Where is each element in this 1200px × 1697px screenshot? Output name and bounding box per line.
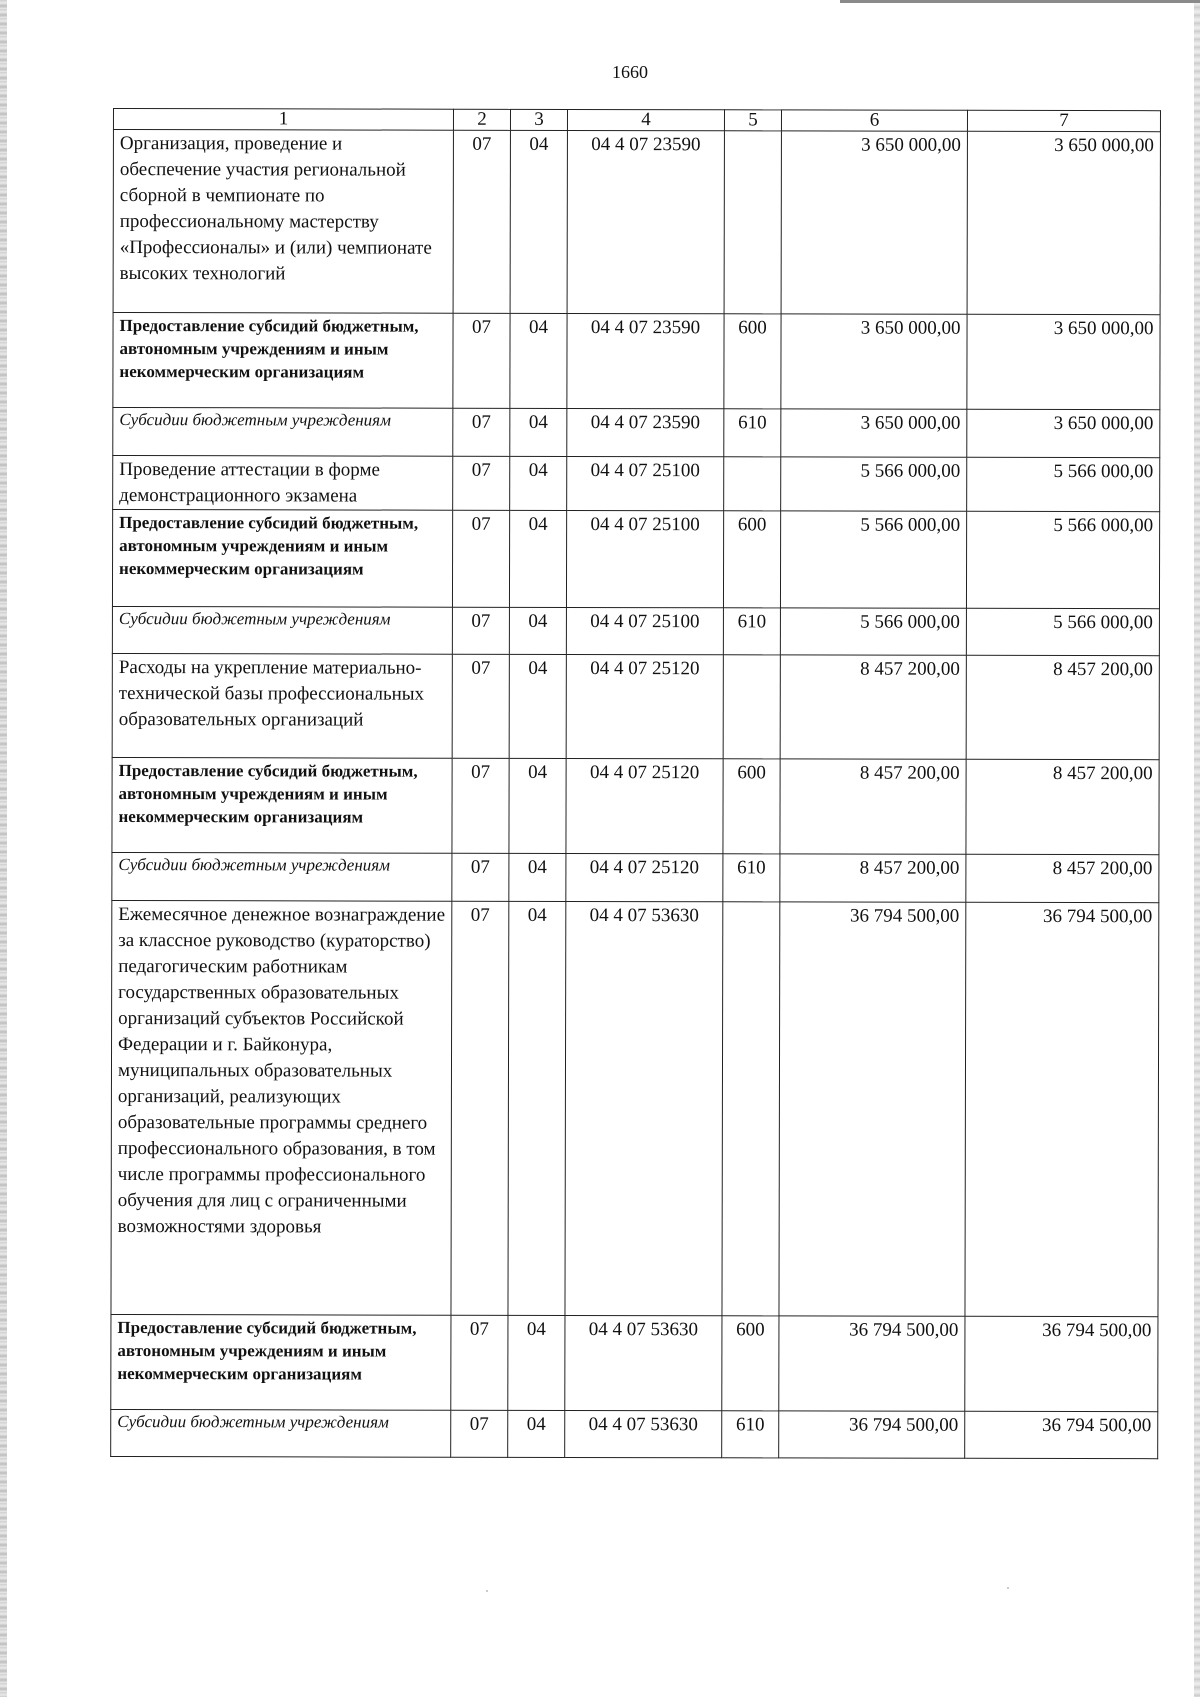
row-target-article: 04 4 07 25120 xyxy=(566,758,723,853)
row-amount-6: 3 650 000,00 xyxy=(781,314,967,409)
row-expense-type: 610 xyxy=(722,1411,779,1458)
row-amount-7: 8 457 200,00 xyxy=(966,854,1159,902)
row-amount-7: 5 566 000,00 xyxy=(966,608,1159,655)
row-section: 07 xyxy=(452,510,509,607)
col-header-1: 1 xyxy=(113,109,453,131)
row-amount-6: 8 457 200,00 xyxy=(780,759,966,854)
row-amount-7: 3 650 000,00 xyxy=(967,314,1160,409)
row-amount-6: 3 650 000,00 xyxy=(781,131,967,314)
table-row xyxy=(112,606,1159,655)
row-target-article: 04 4 07 25100 xyxy=(566,510,723,607)
row-section: 07 xyxy=(453,130,510,313)
col-header-3: 3 xyxy=(510,109,567,130)
row-amount-6: 8 457 200,00 xyxy=(780,854,966,902)
row-subsection: 04 xyxy=(509,758,566,853)
col-header-7: 7 xyxy=(967,110,1160,131)
col-header-6: 6 xyxy=(781,110,967,131)
table-row xyxy=(113,313,1160,410)
row-amount-6: 8 457 200,00 xyxy=(780,655,966,759)
row-target-article: 04 4 07 23590 xyxy=(567,313,724,408)
row-expense-type: 600 xyxy=(722,1316,779,1411)
row-expense-type: 600 xyxy=(723,511,780,608)
row-target-article: 04 4 07 23590 xyxy=(567,130,724,313)
row-target-article: 04 4 07 25120 xyxy=(566,853,723,901)
row-subsection: 04 xyxy=(510,313,567,408)
row-target-article: 04 4 07 25100 xyxy=(566,607,723,654)
row-amount-6: 36 794 500,00 xyxy=(779,1316,965,1411)
table-row xyxy=(112,653,1159,759)
row-subsection: 04 xyxy=(510,408,567,456)
row-expense-type: 610 xyxy=(723,854,780,902)
row-amount-7: 5 566 000,00 xyxy=(967,457,1160,511)
row-amount-6: 5 566 000,00 xyxy=(780,608,966,655)
scan-edge-top xyxy=(840,0,1200,3)
row-amount-6: 5 566 000,00 xyxy=(781,457,967,511)
row-amount-7: 8 457 200,00 xyxy=(966,655,1159,759)
row-target-article: 04 4 07 53630 xyxy=(565,1410,722,1457)
row-subsection: 04 xyxy=(508,901,566,1315)
row-section: 07 xyxy=(452,607,509,654)
row-name: Субсидии бюджетным учреждениям xyxy=(112,852,452,901)
col-header-5: 5 xyxy=(724,110,781,131)
col-header-4: 4 xyxy=(567,109,724,130)
row-name: Предоставление субсидий бюджетным, автономным учреждениям и иным некоммерческим организациям xyxy=(111,1314,451,1410)
row-subsection: 04 xyxy=(509,853,566,901)
row-amount-6: 5 566 000,00 xyxy=(780,511,966,608)
budget-table xyxy=(110,108,1161,1459)
row-amount-7: 36 794 500,00 xyxy=(965,1316,1158,1411)
scan-speck xyxy=(486,1590,488,1592)
table-row xyxy=(112,510,1159,609)
page-number: 1660 xyxy=(612,62,648,82)
row-target-article: 04 4 07 25120 xyxy=(566,654,723,758)
row-name: Субсидии бюджетным учреждениям xyxy=(113,408,453,457)
row-name: Предоставление субсидий бюджетным, автономным учреждениям и иным некоммерческим организациям xyxy=(112,510,452,608)
row-subsection: 04 xyxy=(509,654,566,758)
row-name: Организация, проведение и обеспечение участия региональной сборной в чемпионате по профессиональному мастерству «Профессионалы» и (или) чемпионате высоких технологий xyxy=(113,130,453,314)
row-name: Субсидии бюджетным учреждениям xyxy=(111,1409,451,1457)
table-row xyxy=(112,757,1159,854)
row-amount-7: 8 457 200,00 xyxy=(966,759,1159,854)
row-section: 07 xyxy=(452,853,509,901)
row-expense-type xyxy=(723,655,780,759)
table-row xyxy=(113,456,1160,512)
row-expense-type: 600 xyxy=(723,759,780,854)
row-amount-7: 3 650 000,00 xyxy=(967,409,1160,457)
row-target-article: 04 4 07 25100 xyxy=(567,456,724,510)
row-subsection: 04 xyxy=(508,1410,565,1457)
col-header-2: 2 xyxy=(453,109,510,130)
row-section: 07 xyxy=(453,313,510,408)
row-section: 07 xyxy=(453,408,510,456)
table-row xyxy=(111,1409,1158,1458)
row-section: 07 xyxy=(452,654,509,758)
row-section: 07 xyxy=(451,1315,508,1410)
row-target-article: 04 4 07 53630 xyxy=(565,1315,722,1410)
table-row xyxy=(112,852,1159,902)
row-name: Предоставление субсидий бюджетным, автономным учреждениям и иным некоммерческим организациям xyxy=(112,757,452,853)
row-name: Субсидии бюджетным учреждениям xyxy=(112,606,452,654)
row-expense-type: 600 xyxy=(724,314,781,409)
scan-edge-left xyxy=(0,0,7,1697)
row-subsection: 04 xyxy=(508,1315,565,1410)
row-amount-7: 5 566 000,00 xyxy=(966,511,1159,608)
table-row xyxy=(111,900,1159,1316)
row-amount-7: 36 794 500,00 xyxy=(965,1411,1158,1458)
row-name: Ежемесячное денежное вознаграждение за классное руководство (кураторство) педагогическим работникам государственных образовательных организаций субъектов Российской Федерации и г. Байконура, муниципальных образовательных организаций, реализующих образовательные программы среднего профессионального образования, в том числе программы профессионального обучения для лиц с ограниченными возможностями здоровья xyxy=(111,900,452,1315)
row-amount-7: 36 794 500,00 xyxy=(965,902,1159,1316)
row-amount-6: 36 794 500,00 xyxy=(779,1411,965,1458)
row-section: 07 xyxy=(451,901,509,1315)
row-name: Предоставление субсидий бюджетным, автономным учреждениям и иным некоммерческим организациям xyxy=(113,313,453,409)
row-expense-type xyxy=(724,457,781,511)
row-subsection: 04 xyxy=(509,510,566,607)
row-subsection: 04 xyxy=(510,130,567,313)
row-subsection: 04 xyxy=(509,607,566,654)
row-subsection: 04 xyxy=(510,456,567,510)
scan-speck xyxy=(1007,1587,1009,1589)
row-expense-type: 610 xyxy=(723,608,780,655)
row-expense-type: 610 xyxy=(724,409,781,457)
table-row xyxy=(113,130,1160,315)
row-section: 07 xyxy=(453,456,510,510)
scan-edge-right xyxy=(1194,0,1200,1697)
row-section: 07 xyxy=(451,1410,508,1457)
row-section: 07 xyxy=(452,758,509,853)
row-target-article: 04 4 07 23590 xyxy=(567,408,724,456)
row-amount-7: 3 650 000,00 xyxy=(967,131,1160,314)
row-amount-6: 3 650 000,00 xyxy=(781,409,967,457)
row-amount-6: 36 794 500,00 xyxy=(779,902,966,1316)
row-name: Проведение аттестации в форме демонстрационного экзамена xyxy=(113,456,453,511)
row-name: Расходы на укрепление материально-технической базы профессиональных образовательных организаций xyxy=(112,653,452,758)
row-expense-type xyxy=(722,902,780,1316)
table-row xyxy=(111,1314,1158,1411)
row-expense-type xyxy=(724,131,781,314)
header-row xyxy=(113,109,1160,132)
row-target-article: 04 4 07 53630 xyxy=(565,901,723,1315)
table-row xyxy=(113,408,1160,458)
